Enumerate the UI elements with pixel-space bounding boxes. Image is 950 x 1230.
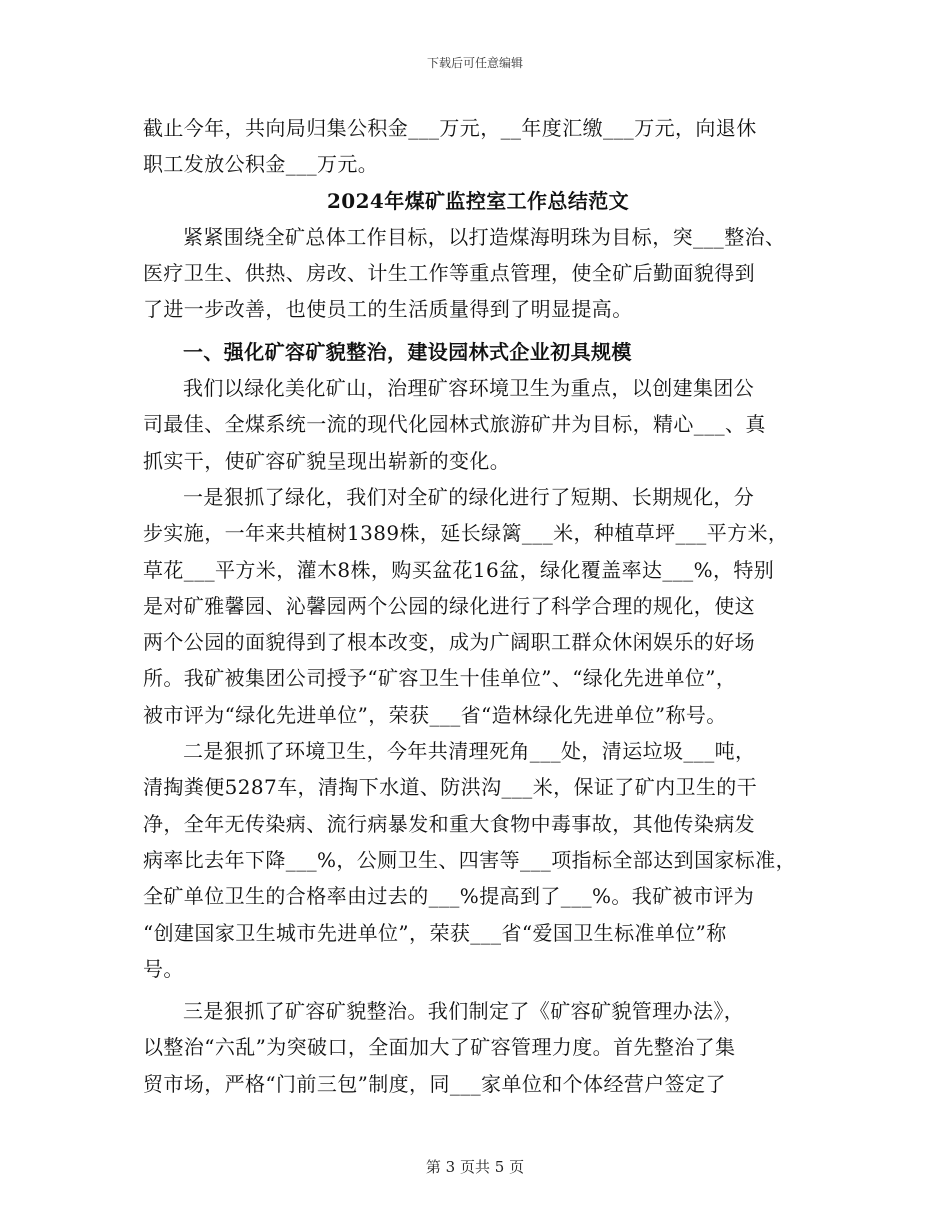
- paragraph-line: 病率比去年下降___%，公厕卫生、四害等___项指标全部达到国家标准，: [143, 847, 797, 872]
- paragraph-line: 紧紧围绕全矿总体工作目标，以打造煤海明珠为目标，突___整治、: [183, 224, 786, 249]
- paragraph-line: 以整治“六乱”为突破口，全面加大了矿容管理力度。首先整治了集: [143, 1035, 736, 1060]
- paragraph-line: 是对矿雅馨园、沁馨园两个公园的绿化进行了科学合理的规化，使这: [143, 593, 755, 618]
- paragraph-line: 步实施，一年来共植树1389株，延长绿篱___米，种植草坪___平方米，: [143, 521, 789, 546]
- paragraph-line: 截止今年，共向局归集公积金___万元，__年度汇缴___万元，向退休: [143, 116, 757, 140]
- paragraph-line: 三是狠抓了矿容矿貌整治。我们制定了《矿容矿貌管理办法》，: [183, 999, 745, 1024]
- paragraph-line: 清掏粪便5287车，清掏下水道、防洪沟___米，保证了矿内卫生的干: [143, 775, 758, 800]
- paragraph-line: 我们以绿化美化矿山，治理矿容环境卫生为重点，以创建集团公: [183, 376, 755, 401]
- paragraph-line: 全矿单位卫生的合格率由过去的___%提高到了___%。我矿被市评为: [143, 884, 755, 909]
- paragraph-line: 二是狠抓了环境卫生，今年共清理死角___处，清运垃圾___吨，: [183, 739, 756, 764]
- paragraph-line: 号。: [143, 956, 184, 981]
- paragraph-line: 两个公园的面貌得到了根本改变，成为广阔职工群众休闲娱乐的好场: [143, 630, 755, 655]
- page-footer: 第 3 页共 5 页: [425, 1158, 525, 1176]
- page-header: 下载后可任意编辑: [426, 56, 523, 70]
- section-heading: 一、强化矿容矿貌整治，建设园林式企业初具规模: [183, 339, 632, 364]
- paragraph-line: 所。我矿被集团公司授予“矿容卫生十佳单位”、“绿化先进单位”，: [143, 666, 737, 691]
- paragraph-line: 医疗卫生、供热、房改、计生工作等重点管理，使全矿后勤面貌得到: [143, 261, 755, 286]
- paragraph-line: 一是狠抓了绿化，我们对全矿的绿化进行了短期、长期规化，分: [183, 484, 755, 509]
- paragraph-line: 职工发放公积金___万元。: [143, 152, 379, 177]
- paragraph-line: 司最佳、全煤系统一流的现代化园林式旅游矿井为目标，精心___、真: [143, 412, 766, 437]
- paragraph-line: 了进一步改善，也使员工的生活质量得到了明显提高。: [143, 297, 633, 322]
- document-title: 2024年煤矿监控室工作总结范文: [326, 188, 630, 213]
- paragraph-line: “创建国家卫生城市先进单位”，荣获___省“爱国卫生标准单位”称: [143, 920, 727, 945]
- paragraph-line: 净，全年无传染病、流行病暴发和重大食物中毒事故，其他传染病发: [143, 811, 755, 836]
- paragraph-line: 贸市场，严格“门前三包”制度，同___家单位和个体经营户签定了: [143, 1071, 726, 1096]
- document-body: [143, 110, 813, 1102]
- paragraph-line: 抓实干，使矿容矿貌呈现出崭新的变化。: [143, 448, 511, 473]
- paragraph-line: 被市评为“绿化先进单位”，荣获___省“造林绿化先进单位”称号。: [143, 702, 727, 727]
- paragraph-line: 草花___平方米，灌木8株，购买盆花16盆，绿化覆盖率达___%，特别: [143, 557, 775, 582]
